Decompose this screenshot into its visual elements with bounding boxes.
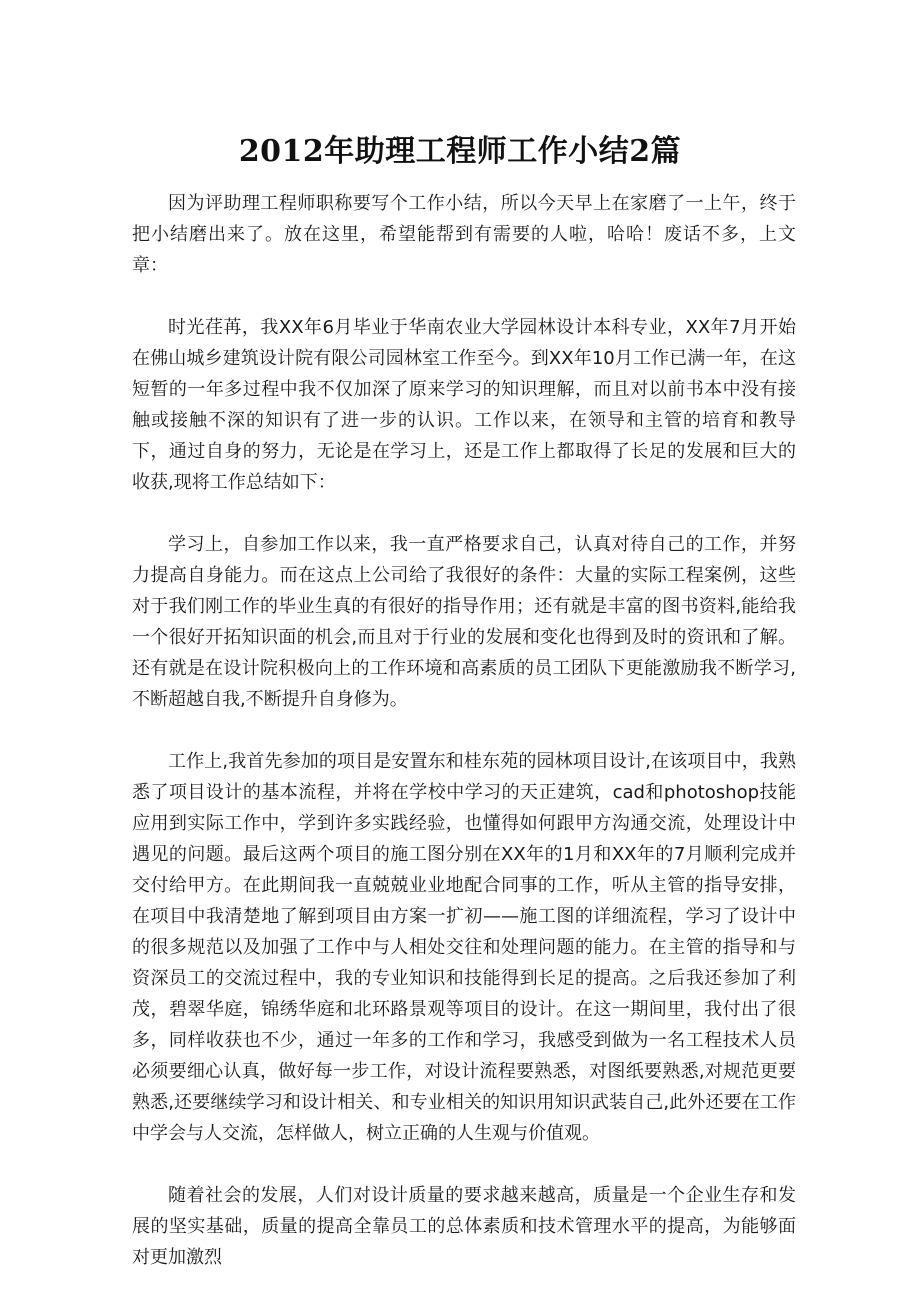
paragraph-intro: 因为评助理工程师职称要写个工作小结，所以今天早上在家磨了一上午，终于把小结磨出来了。放在这里，希望能帮到有需要的人啦，哈哈！废话不多，上文章： [132,193,796,276]
paragraph-study: 学习上，自参加工作以来，我一直严格要求自己，认真对待自己的工作，并努力提高自身能力。而在这点上公司给了我很好的条件：大量的实际工程案例，这些对于我们刚工作的毕业生真的有很好的指导作用；还有就是丰富的图书资料,能给我一个很好开拓知识面的机会,而且对于行业的发展和变化也得到及时的资讯和了解。还有就是在设计院积极向上的工作环境和高素质的员工团队下更能激励我不断学习,不断超越自我,不断提升自身修为。 [132,534,796,710]
document-title: 2012年助理工程师工作小结2篇 [238,134,682,169]
paragraph-background: 时光荏苒，我XX年6月毕业于华南农业大学园林设计本科专业，XX年7月开始在佛山城乡建筑设计院有限公司园林室工作至今。到XX年10月工作已满一年，在这短暂的一年多过程中我不仅加深了原来学习的知识理解，而且对以前书本中没有接触或接触不深的知识有了进一步的认识。工作以来，在领导和主管的培育和教导下，通过自身的努力，无论是在学习上，还是工作上都取得了长足的发展和巨大的收获,现将工作总结如下： [132,317,796,493]
paragraph-work: 工作上,我首先参加的项目是安置东和桂东苑的园林项目设计,在该项目中，我熟悉了项目设计的基本流程，并将在学校中学习的天正建筑，cad和photoshop技能应用到实际工作中，学到许多实践经验，也懂得如何跟甲方沟通交流，处理设计中遇见的问题。最后这两个项目的施工图分别在XX年的1月和XX年的7月顺利完成并交付给甲方。在此期间我一直兢兢业业地配合同事的工作，听从主管的指导安排，在项目中我清楚地了解到项目由方案一扩初——施工图的详细流程，学习了设计中的很多规范以及加强了工作中与人相处交往和处理问题的能力。在主管的指导和与资深员工的交流过程中，我的专业知识和技能得到长足的提高。之后我还参加了利茂，碧翠华庭，锦绣华庭和北环路景观等项目的设计。在这一期间里，我付出了很多，同样收获也不少，通过一年多的工作和学习，我感受到做为一名工程技术人员必须要细心认真，做好每一步工作，对设计流程要熟悉，对图纸要熟悉,对规范更要熟悉,还要继续学习和设计相关、和专业相关的知识用知识武装自己,此外还要在工作中学会与人交流，怎样做人，树立正确的人生观与价值观。 [132,751,796,1144]
paragraph-quality: 随着社会的发展，人们对设计质量的要求越来越高，质量是一个企业生存和发展的坚实基础，质量的提高全靠员工的总体素质和技术管理水平的提高，为能够面对更加激烈 [132,1185,796,1268]
document-body [132,188,796,1273]
